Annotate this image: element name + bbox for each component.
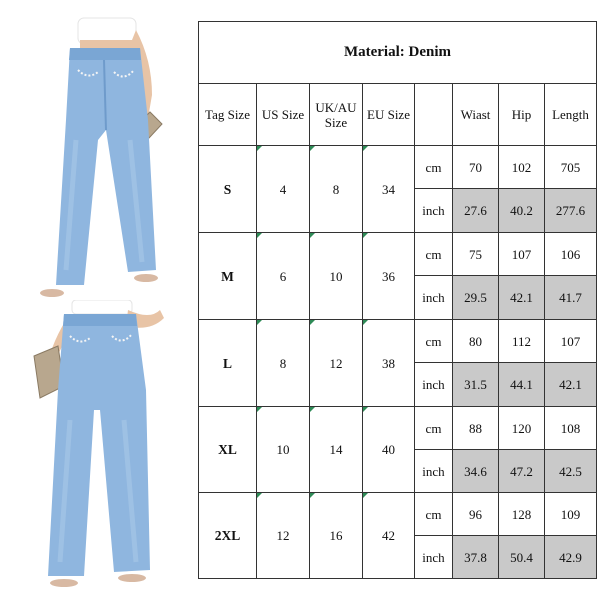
- waist-cm: 75: [453, 233, 499, 276]
- header-waist: Wiast: [453, 84, 499, 146]
- length-cm: 106: [545, 233, 596, 276]
- eu-size: 36: [363, 233, 415, 320]
- length-inch: 42.5: [545, 450, 596, 493]
- us-size: 12: [257, 493, 310, 578]
- hip-cm: 128: [499, 493, 545, 536]
- size-tag: M: [199, 233, 257, 320]
- uk-au-size: 10: [310, 233, 363, 320]
- product-photo-side: [0, 300, 198, 600]
- header-hip: Hip: [499, 84, 545, 146]
- header-eu-size: EU Size: [363, 84, 415, 146]
- material-title: Material: Denim: [199, 22, 596, 84]
- waist-cm: 88: [453, 407, 499, 450]
- hip-inch: 47.2: [499, 450, 545, 493]
- us-size: 4: [257, 146, 310, 233]
- hip-cm: 107: [499, 233, 545, 276]
- size-chart-table: [198, 21, 597, 579]
- product-photos: [0, 0, 198, 600]
- waist-inch: 31.5: [453, 363, 499, 407]
- waist-inch: 34.6: [453, 450, 499, 493]
- uk-au-size: 12: [310, 320, 363, 407]
- size-tag: XL: [199, 407, 257, 493]
- unit-label: cm: [415, 320, 453, 363]
- header-length: Length: [545, 84, 596, 146]
- length-cm: 108: [545, 407, 596, 450]
- unit-label: inch: [415, 450, 453, 493]
- length-inch: 42.9: [545, 536, 596, 578]
- waist-cm: 80: [453, 320, 499, 363]
- hip-inch: 44.1: [499, 363, 545, 407]
- product-photo-front: [0, 0, 198, 300]
- hip-cm: 120: [499, 407, 545, 450]
- header-us-size: US Size: [257, 84, 310, 146]
- unit-label: inch: [415, 536, 453, 578]
- length-inch: 277.6: [545, 189, 596, 233]
- length-inch: 41.7: [545, 276, 596, 320]
- us-size: 6: [257, 233, 310, 320]
- unit-label: cm: [415, 407, 453, 450]
- unit-label: inch: [415, 189, 453, 233]
- hip-cm: 102: [499, 146, 545, 189]
- length-cm: 705: [545, 146, 596, 189]
- length-cm: 109: [545, 493, 596, 536]
- uk-au-size: 8: [310, 146, 363, 233]
- size-tag: L: [199, 320, 257, 407]
- waist-inch: 27.6: [453, 189, 499, 233]
- hip-inch: 42.1: [499, 276, 545, 320]
- waist-cm: 96: [453, 493, 499, 536]
- header-uk-au-size: UK/AU Size: [310, 84, 363, 146]
- unit-label: inch: [415, 363, 453, 407]
- us-size: 10: [257, 407, 310, 493]
- eu-size: 40: [363, 407, 415, 493]
- waist-inch: 29.5: [453, 276, 499, 320]
- length-inch: 42.1: [545, 363, 596, 407]
- unit-label: cm: [415, 233, 453, 276]
- unit-label: cm: [415, 146, 453, 189]
- eu-size: 42: [363, 493, 415, 578]
- waist-cm: 70: [453, 146, 499, 189]
- us-size: 8: [257, 320, 310, 407]
- hip-inch: 40.2: [499, 189, 545, 233]
- uk-au-size: 16: [310, 493, 363, 578]
- header-unit: [415, 84, 453, 146]
- length-cm: 107: [545, 320, 596, 363]
- unit-label: cm: [415, 493, 453, 536]
- eu-size: 38: [363, 320, 415, 407]
- unit-label: inch: [415, 276, 453, 320]
- uk-au-size: 14: [310, 407, 363, 493]
- header-tag-size: Tag Size: [199, 84, 257, 146]
- hip-cm: 112: [499, 320, 545, 363]
- eu-size: 34: [363, 146, 415, 233]
- hip-inch: 50.4: [499, 536, 545, 578]
- waist-inch: 37.8: [453, 536, 499, 578]
- size-tag: 2XL: [199, 493, 257, 578]
- size-tag: S: [199, 146, 257, 233]
